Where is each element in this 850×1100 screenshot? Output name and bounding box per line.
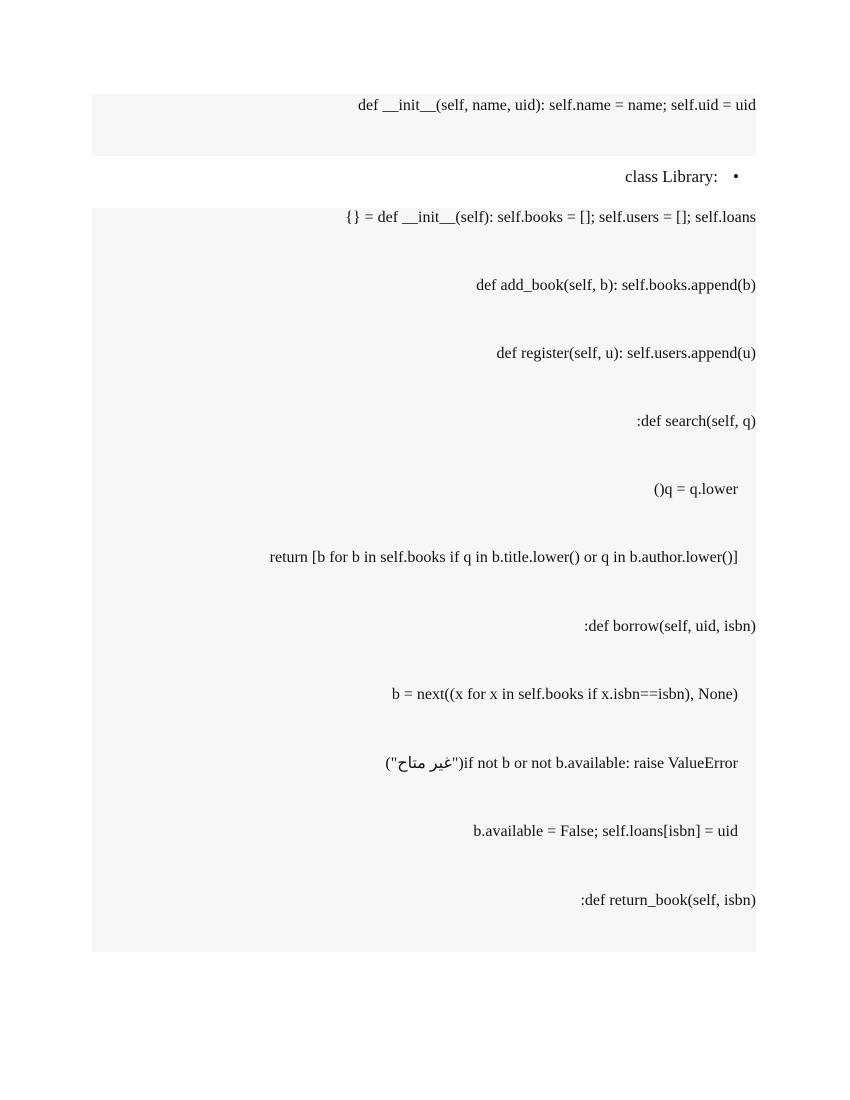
code-line: b = next((x for x in self.books if x.isbn==isbn), None) bbox=[391, 686, 738, 703]
code-line: :def search(self, q) bbox=[636, 413, 756, 430]
code-line: return [b for b in self.books if q in b.title.lower() or q in b.author.lower()] bbox=[269, 549, 738, 566]
code-line: :def borrow(self, uid, isbn) bbox=[584, 618, 756, 635]
code-line: b.available = False; self.loans[isbn] = uid bbox=[473, 823, 738, 840]
code-line: {} = def __init__(self): self.books = []; self.users = []; self.loans bbox=[345, 209, 756, 226]
code-line: :def return_book(self, isbn) bbox=[580, 892, 756, 909]
code-line: ("غير متاح")if not b or not b.available: raise ValueError bbox=[385, 755, 738, 772]
code-line: def register(self, u): self.users.append(u) bbox=[496, 345, 756, 362]
code-block-user-init bbox=[92, 94, 756, 156]
list-bullet: • bbox=[733, 167, 739, 186]
code-line: def add_book(self, b): self.books.append(b) bbox=[476, 277, 756, 294]
code-line: def __init__(self, name, uid): self.name = name; self.uid = uid bbox=[358, 97, 756, 114]
code-block-library bbox=[92, 208, 756, 952]
list-item-class-library: :class Library bbox=[624, 167, 718, 186]
code-line: ()q = q.lower bbox=[653, 481, 738, 498]
